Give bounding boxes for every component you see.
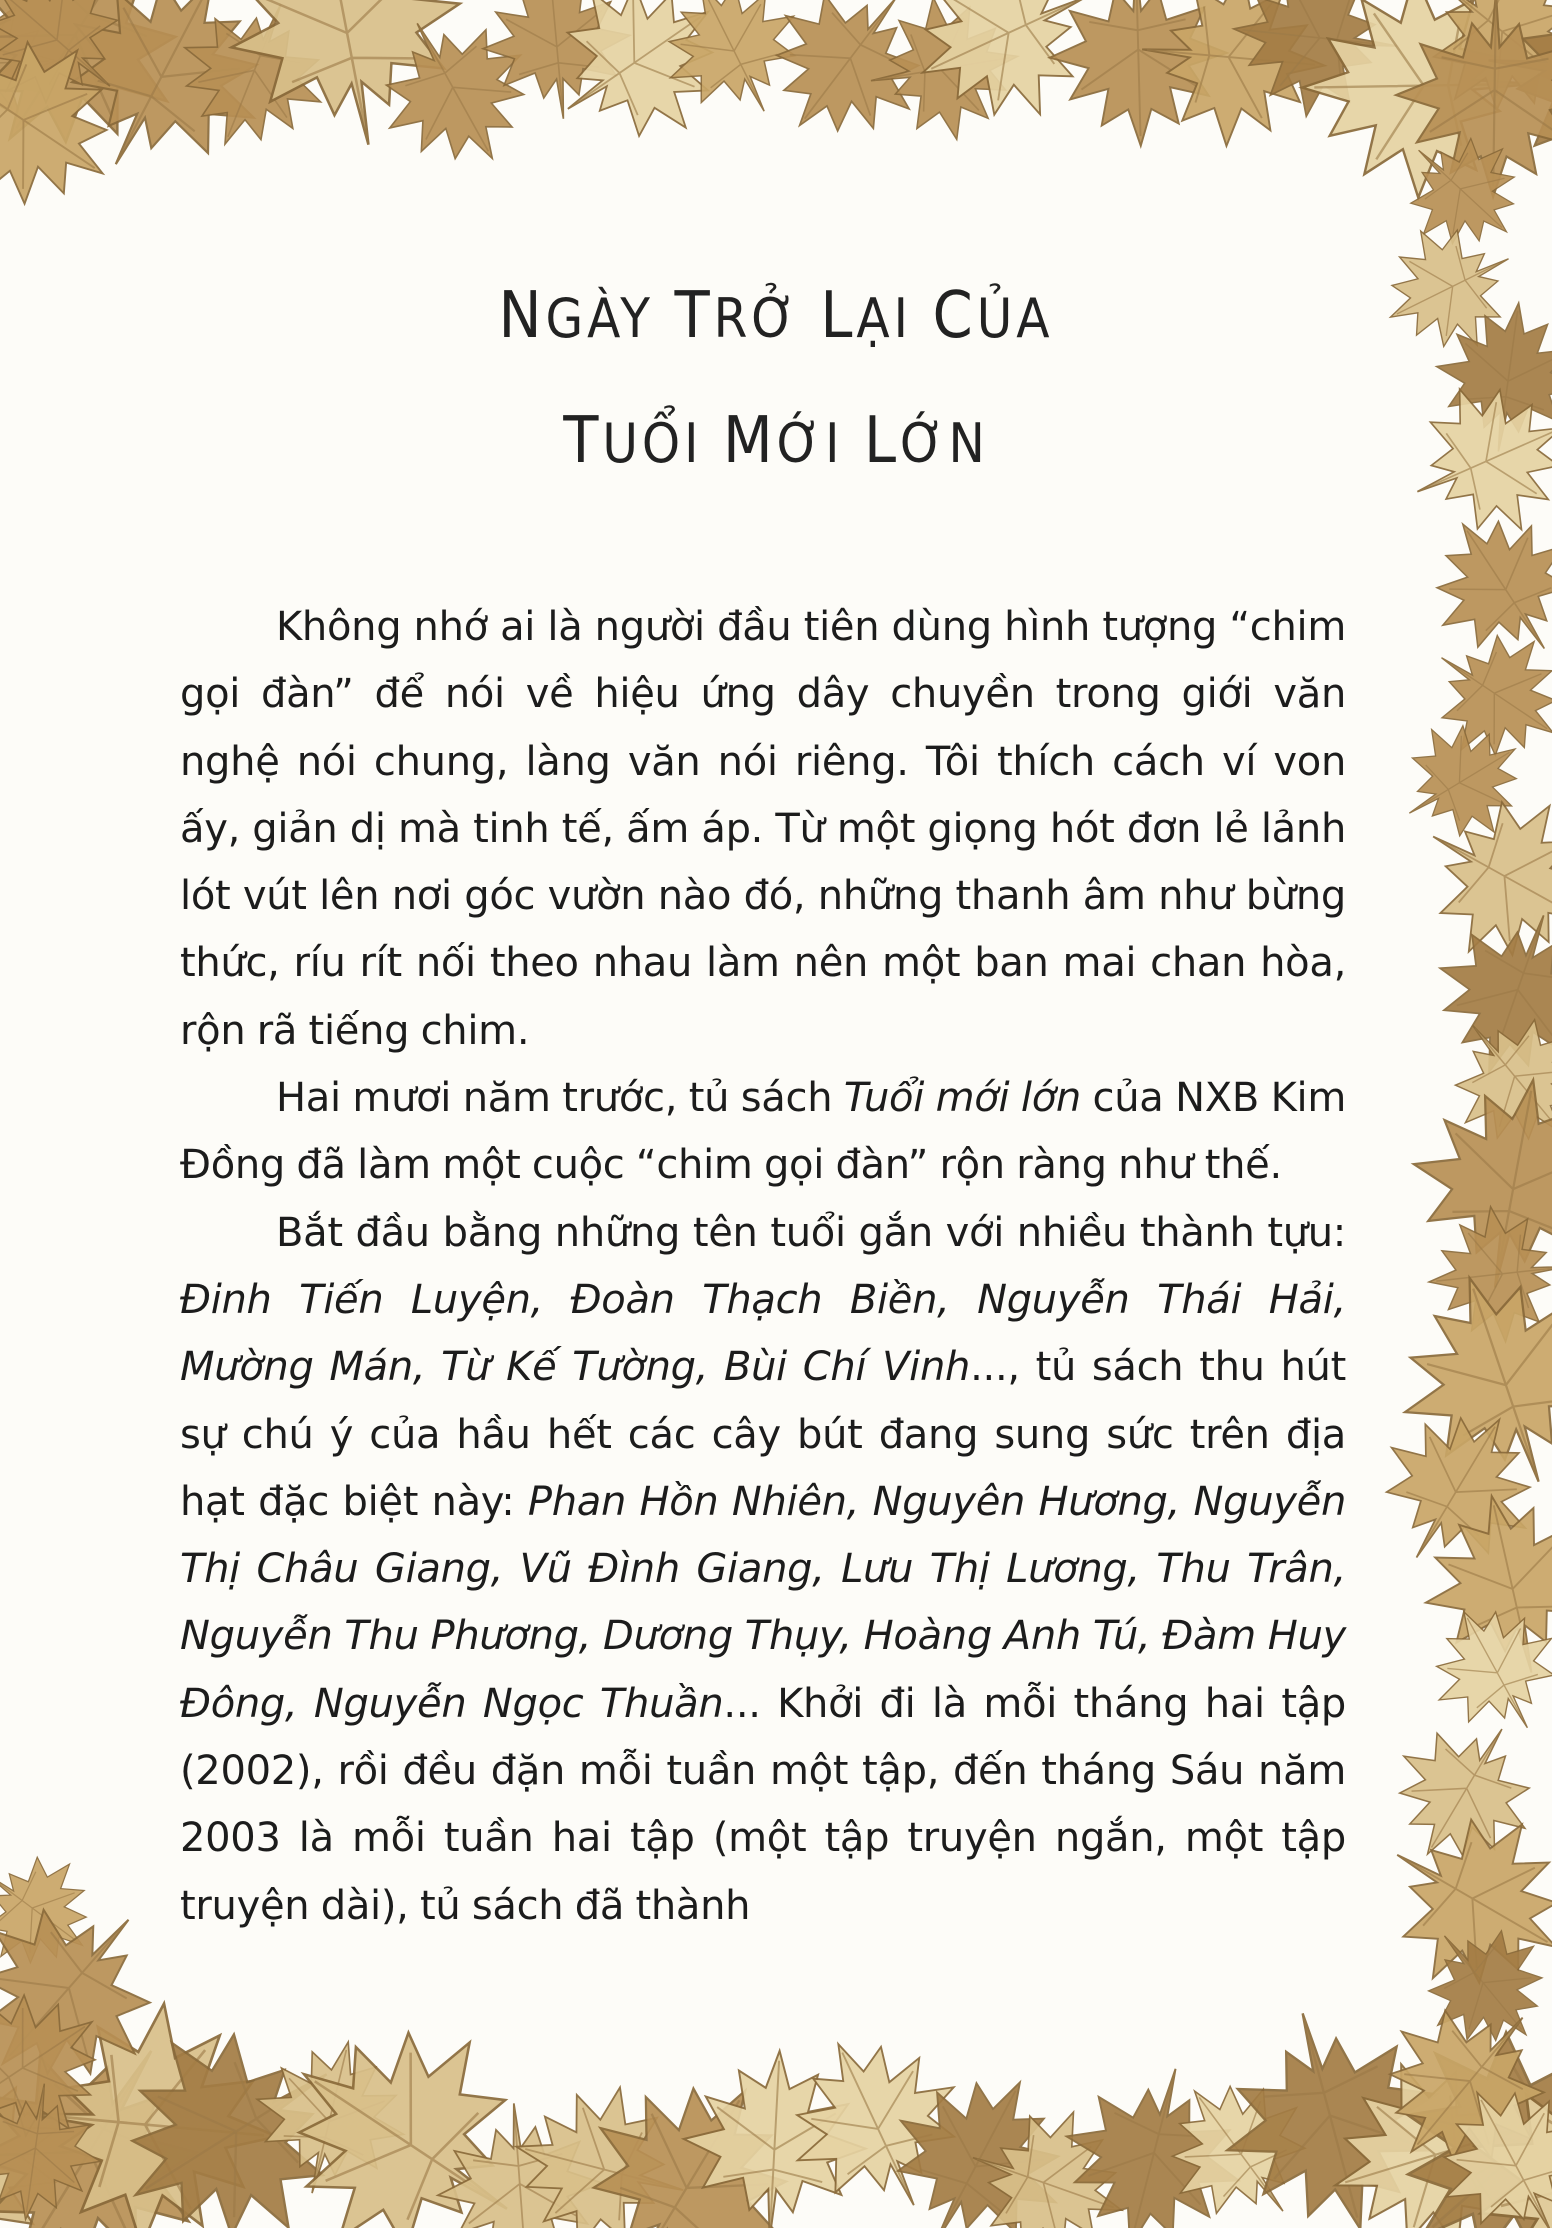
title-line-2: TUỔI MỚI LỚN [563,404,989,478]
chapter-title [0,255,1552,505]
author-list-1: Đinh Tiến Luyện, Đoàn Thạch Biền, Nguyễn Thái Hải, Mường Mán, Từ Kế Tường, Bùi Chí Vinh [180,1276,1346,1391]
title-line-1: NGÀY TRỞ LẠI CỦA [498,279,1054,353]
paragraph-3-part-3: ... Khởi đi là mỗi tháng hai tập (2002), rồi đều đặn mỗi tuần một tập, đến tháng Sáu năm 2003 là mỗi tuần hai tập (một tập truyện ngắn, một tập truyện dài), tủ sách đã thành [180,1680,1347,1929]
paragraph-2-text-after: của NXB Kim Đồng đã làm một cuộc “chim gọi đàn” rộn ràng như thế. [180,1075,1346,1189]
paragraph-3-part-2: ..., tủ sách thu hút sự chú ý của hầu hết các cây bút đang sung sức trên địa hạt đặc biệt này: [180,1344,1346,1525]
paragraph-2 [180,1065,1346,1200]
author-list-2: Phan Hồn Nhiên, Nguyên Hương, Nguyễn Thị Châu Giang, Vũ Đình Giang, Lưu Thị Lương, Thu Trân, Nguyễn Thu Phương, Dương Thụy, Hoàng Anh Tú, Đàm Huy Đông, Nguyễn Ngọc Thuần [180,1478,1346,1727]
book-series-title: Tuổi mới lớn [843,1075,1081,1122]
paragraph-3 [180,1200,1346,1940]
paragraph-2-text-before: Hai mươi năm trước, tủ sách [276,1075,844,1122]
paragraph-3-part-1: Bắt đầu bằng những tên tuổi gắn với nhiều thành tựu: [276,1209,1346,1256]
paragraph-1 [180,594,1346,1065]
body-text [180,594,1346,1940]
paragraph-1-text: Không nhớ ai là người đầu tiên dùng hình tượng “chim gọi đàn” để nói về hiệu ứng dây chuyền trong giới văn nghệ nói chung, làng văn nói riêng. Tôi thích cách ví von ấy, giản dị mà tinh tế, ấm áp. Từ một giọng hót đơn lẻ lảnh lót vút lên nơi góc vườn nào đó, những thanh âm như bừng thức, ríu rít nối theo nhau làm nên một ban mai chan hòa, rộn rã tiếng chim. [180,604,1346,1054]
